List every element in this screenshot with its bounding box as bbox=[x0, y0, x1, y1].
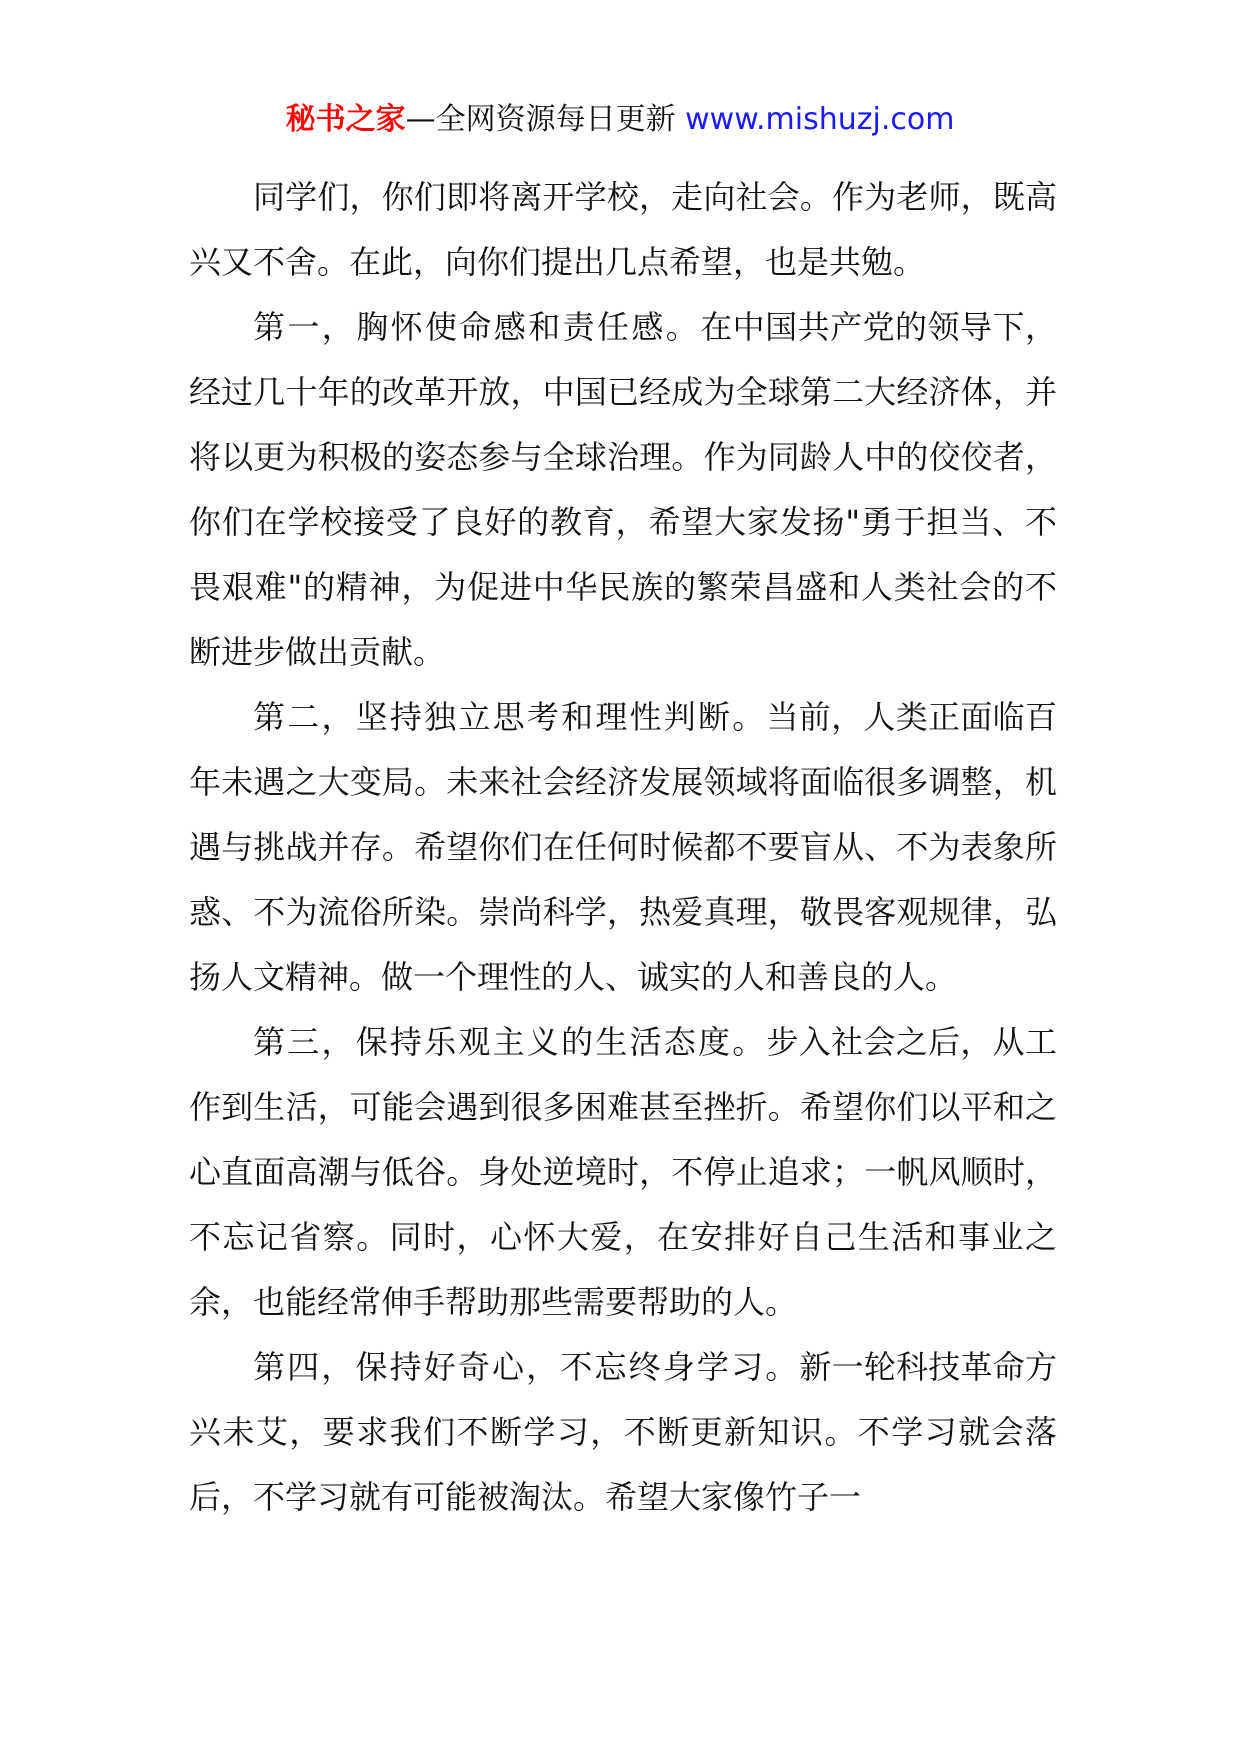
paragraph-text: 同学们，你们即将离开学校，走向社会。作为老师，既高兴又不舍。在此，向你们提出几点希望，也是共勉。 bbox=[189, 178, 1057, 281]
header-brand: 秘书之家 bbox=[285, 102, 406, 137]
document-body bbox=[189, 165, 1057, 1530]
paragraph-fourth bbox=[189, 1335, 1057, 1530]
paragraph-intro bbox=[189, 165, 1057, 295]
paragraph-lead: 第一，胸怀使命感和责任感。 bbox=[253, 308, 701, 346]
paragraph-lead: 第二，坚持独立思考和理性判断。 bbox=[253, 698, 767, 736]
paragraph-text: 新一轮科技革命方兴未艾，要求我们不断学习，不断更新知识。不学习就会落后，不学习就有可能被淘汰。希望大家像竹子一 bbox=[189, 1348, 1057, 1516]
header-tagline: —全网资源每日更新 bbox=[405, 102, 686, 137]
paragraph-first bbox=[189, 295, 1057, 685]
paragraph-third bbox=[189, 1010, 1057, 1335]
paragraph-lead: 第四，保持好奇心，不忘终身学习。 bbox=[253, 1348, 800, 1386]
paragraph-second bbox=[189, 685, 1057, 1010]
page-header bbox=[0, 100, 1240, 140]
header-url-link[interactable]: www.mishuzj.com bbox=[685, 102, 955, 137]
paragraph-text: 步入社会之后，从工作到生活，可能会遇到很多困难甚至挫折。希望你们以平和之心直面高潮与低谷。身处逆境时，不停止追求；一帆风顺时，不忘记省察。同时，心怀大爱，在安排好自己生活和事业之余，也能经常伸手帮助那些需要帮助的人。 bbox=[189, 1023, 1057, 1321]
paragraph-lead: 第三，保持乐观主义的生活态度。 bbox=[253, 1023, 767, 1061]
paragraph-text: 在中国共产党的领导下，经过几十年的改革开放，中国已经成为全球第二大经济体，并将以更为积极的姿态参与全球治理。作为同龄人中的佼佼者，你们在学校接受了良好的教育，希望大家发扬"勇于担当、不畏艰难"的精神，为促进中华民族的繁荣昌盛和人类社会的不断进步做出贡献。 bbox=[189, 308, 1057, 671]
paragraph-text: 当前，人类正面临百年未遇之大变局。未来社会经济发展领域将面临很多调整，机遇与挑战并存。希望你们在任何时候都不要盲从、不为表象所惑、不为流俗所染。崇尚科学，热爱真理，敬畏客观规律，弘扬人文精神。做一个理性的人、诚实的人和善良的人。 bbox=[189, 698, 1057, 996]
